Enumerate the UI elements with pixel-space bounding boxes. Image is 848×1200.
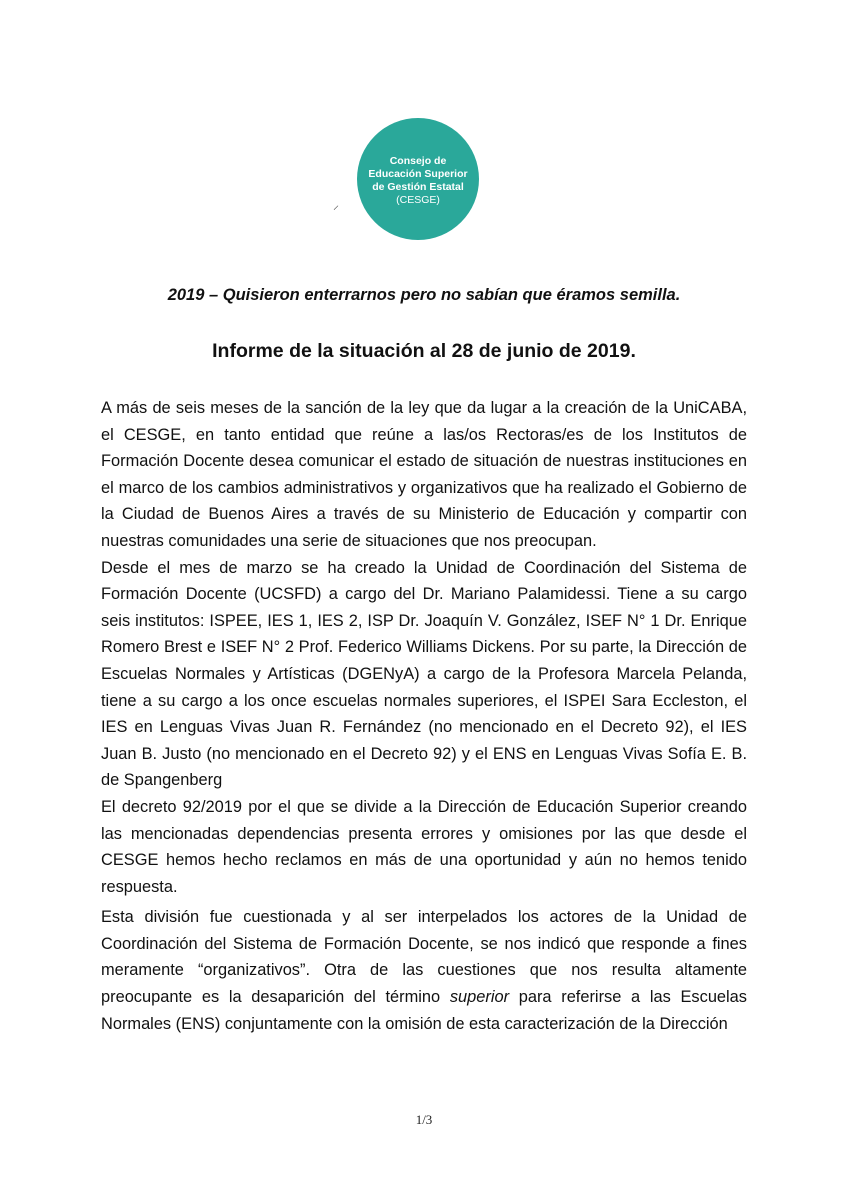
paragraph-2: Desde el mes de marzo se ha creado la Unidad de Coordinación del Sistema de Formación Docente (UCSFD) a cargo del Dr. Mariano Palamidessi. Tiene a su cargo seis institutos: ISPEE, IES 1, IES 2, ISP Dr. Joaquín V. González, ISEF N° 1 Dr. Enrique Romero Brest e ISEF N° 2 Prof. Federico Williams Dickens. Por su parte, la Dirección de Escuelas Normales y Artísticas (DGENyA) a cargo de la Profesora Marcela Pelanda, tiene a su cargo a los once escuelas normales superiores, el ISPEI Sara Eccleston, el IES en Lenguas Vivas Juan R. Fernández (no mencionado en el Decreto 92), el IES Juan B. Justo (no mencionado en el Decreto 92) y el ENS en Lenguas Vivas Sofía E. B. de Spangenberg xyxy=(101,558,747,790)
paragraph-4 xyxy=(101,904,747,1037)
cesge-logo-text xyxy=(368,151,467,207)
logo-line-1: Consejo de xyxy=(389,155,447,167)
cesge-logo xyxy=(357,118,479,240)
page-number: 1/3 xyxy=(415,1112,433,1127)
motto-heading: 2019 – Quisieron enterrarnos pero no sabían que éramos semilla. xyxy=(167,286,681,304)
logo-line-4: (CESGE) xyxy=(396,194,440,206)
paragraph-1: A más de seis meses de la sanción de la ley que da lugar a la creación de la UniCABA, el CESGE, en tanto entidad que reúne a las/os Rectoras/es de los Institutos de Formación Docente desea comunicar el estado de situación de nuestras instituciones en el marco de los cambios administrativos y organizativos que ha realizado el Gobierno de la Ciudad de Buenos Aires a través de su Ministerio de Educación y compartir con nuestras comunidades una serie de situaciones que nos preocupan. xyxy=(101,399,747,550)
logo-line-2: Educación Superior xyxy=(368,168,468,180)
logo-line-3: de Gestión Estatal xyxy=(372,181,464,193)
header-logo-area xyxy=(0,0,848,250)
page-title: Informe de la situación al 28 de junio de 2019. xyxy=(212,340,636,362)
report-body xyxy=(101,395,747,1037)
paragraph-4-part-a: Esta división fue cuestionada y al ser interpelados los actores de la Unidad de Coordinación del Sistema de Formación Docente, se nos indicó que responde a fines meramente “organizativos”. Otra de las cuestiones que nos resulta altamente preocupante es la desaparición del término xyxy=(101,908,747,1007)
paragraph-4-emphasis: superior xyxy=(449,988,510,1007)
paragraph-3: El decreto 92/2019 por el que se divide a la Dirección de Educación Superior creando las mencionadas dependencias presenta errores y omisiones por las que desde el CESGE hemos hecho reclamos en más de una oportunidad y aún no hemos tenido respuesta. xyxy=(101,797,747,896)
paragraph-4-part-b: para referirse a las Escuelas Normales (ENS) conjuntamente con la omisión de esta caracterización de la Dirección xyxy=(101,988,747,1033)
scan-speck: ⸝ xyxy=(333,198,340,212)
